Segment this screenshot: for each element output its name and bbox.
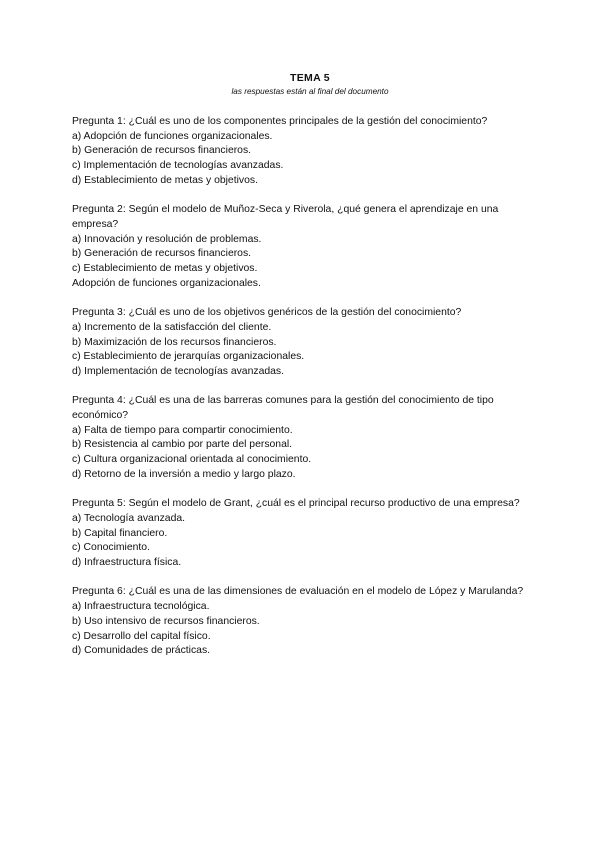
answer-option: a) Falta de tiempo para compartir conocimiento. (72, 424, 293, 436)
question-text: Pregunta 2: Según el modelo de Muñoz-Seca y Riverola, ¿qué genera el aprendizaje en una empresa? (72, 204, 499, 230)
answer-option: c) Establecimiento de jerarquías organizacionales. (72, 351, 305, 363)
answer-option: d) Comunidades de prácticas. (72, 645, 211, 657)
answer-option: b) Generación de recursos financieros. (72, 248, 252, 260)
question-6 (72, 585, 542, 659)
document-title: TEMA 5 (290, 72, 330, 84)
document-subtitle: las respuestas están al final del documento (231, 87, 389, 96)
answer-option: c) Establecimiento de metas y objetivos. (72, 263, 258, 275)
answer-option: d) Retorno de la inversión a medio y largo plazo. (72, 468, 296, 480)
question-text: Pregunta 6: ¿Cuál es una de las dimensiones de evaluación en el modelo de López y Marulanda? (72, 586, 524, 598)
question-5 (72, 497, 542, 571)
answer-option: b) Generación de recursos financieros. (72, 145, 252, 157)
question-3 (72, 306, 542, 380)
question-4 (72, 394, 542, 482)
question-2 (72, 203, 542, 291)
answer-option: c) Implementación de tecnologías avanzadas. (72, 160, 284, 172)
question-text: Pregunta 5: Según el modelo de Grant, ¿cuál es el principal recurso productivo de una empresa? (72, 498, 520, 510)
answer-option: c) Cultura organizacional orientada al conocimiento. (72, 454, 312, 466)
document-page (72, 72, 542, 674)
question-text: Pregunta 4: ¿Cuál es una de las barreras comunes para la gestión del conocimiento de tipo económico? (72, 395, 494, 422)
answer-option: d) Implementación de tecnologías avanzadas. (72, 365, 284, 377)
question-text: Pregunta 1: ¿Cuál es uno de los componentes principales de la gestión del conocimiento? (72, 116, 488, 127)
answer-option: c) Conocimiento. (72, 542, 150, 554)
question-1 (72, 115, 542, 189)
answer-option: b) Uso intensivo de recursos financieros. (72, 615, 260, 627)
question-text: Pregunta 3: ¿Cuál es uno de los objetivos genéricos de la gestión del conocimiento? (72, 307, 462, 319)
answer-option: a) Innovación y resolución de problemas. (72, 233, 262, 245)
question-list (72, 115, 542, 659)
answer-option: d) Infraestructura física. (72, 557, 182, 569)
answer-option: a) Infraestructura tecnológica. (72, 601, 210, 613)
answer-option: c) Desarrollo del capital físico. (72, 630, 211, 642)
answer-option: d) Establecimiento de metas y objetivos. (72, 174, 258, 186)
answer-option: a) Incremento de la satisfacción del cliente. (72, 321, 272, 333)
answer-option: b) Capital financiero. (72, 527, 168, 539)
answer-option: b) Resistencia al cambio por parte del personal. (72, 439, 293, 451)
answer-option: Adopción de funciones organizacionales. (72, 277, 261, 289)
answer-option: a) Adopción de funciones organizacionales. (72, 130, 273, 142)
answer-option: b) Maximización de los recursos financieros. (72, 336, 277, 348)
answer-option: a) Tecnología avanzada. (72, 512, 186, 524)
